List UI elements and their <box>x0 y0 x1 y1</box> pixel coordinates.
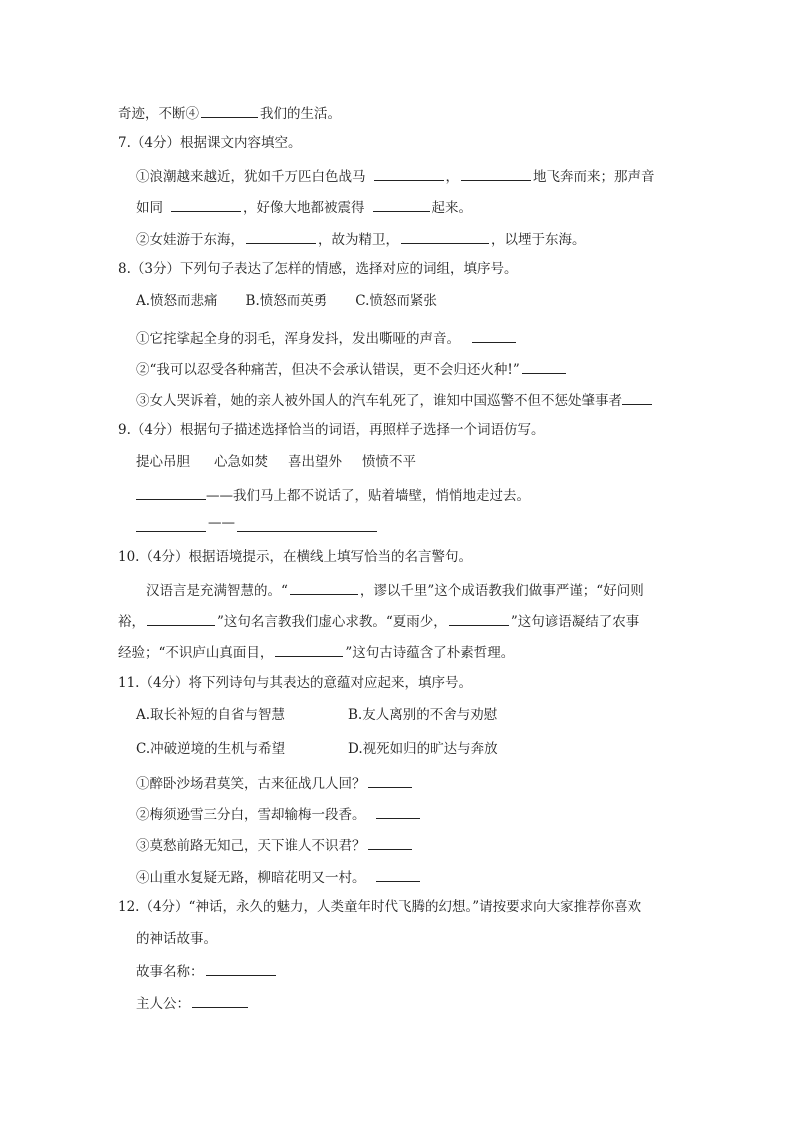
q9-example <box>136 484 530 504</box>
answer-blank[interactable] <box>147 610 215 626</box>
q7-line-1 <box>136 165 655 185</box>
answer-blank[interactable] <box>368 772 412 788</box>
answer-blank[interactable] <box>136 484 206 500</box>
q10-line-1 <box>146 579 644 599</box>
hero-blank[interactable] <box>192 992 248 1008</box>
label: 故事名称： <box>136 964 204 980</box>
text: ，以堙于东海。 <box>491 232 586 248</box>
q8-item-2 <box>136 358 568 378</box>
option-b: B.愤怒而英勇 <box>245 293 328 309</box>
q8-item-3 <box>136 389 652 409</box>
q11-title: 11.（4分）将下列诗句与其表达的意蕴对应起来，填序号。 <box>118 675 473 691</box>
text: ①醉卧沙场君莫笑，古来征战几人回？ <box>136 776 366 792</box>
text: ③莫愁前路无知己，天下谁人不识君？ <box>136 838 366 854</box>
word: 喜出望外 <box>288 454 342 470</box>
story-name-blank[interactable] <box>206 960 276 976</box>
q8-options <box>136 291 437 311</box>
q11-item-2 <box>136 803 422 823</box>
label: 主人公： <box>136 996 190 1012</box>
text: ③女人哭诉着，她的亲人被外国人的汽车轧死了，谁知中国巡警不但不惩处肇事者 <box>136 393 622 409</box>
text: ， <box>445 169 459 185</box>
text: ②梅须逊雪三分白，雪却输梅一段香。 <box>136 807 366 823</box>
option-a: A.愤怒而悲痛 <box>136 293 218 309</box>
text: ”这句古诗蕴含了朴素哲理。 <box>345 645 515 661</box>
word: 心急如焚 <box>214 454 268 470</box>
text: 奇迹，不断④ <box>118 106 199 122</box>
q8-item-1 <box>136 327 518 347</box>
text: 如同 <box>136 200 163 216</box>
q11-options-row1 <box>136 705 497 725</box>
answer-blank[interactable] <box>374 165 444 181</box>
text: 经验；“不识庐山真面目， <box>118 645 274 661</box>
q8-title: 8.（3分）下列句子表达了怎样的情感，选择对应的词组，填序号。 <box>118 261 518 277</box>
text: 起来。 <box>431 200 472 216</box>
word: 愤愤不平 <box>362 454 416 470</box>
text: 汉语言是充满智慧的。“ <box>146 583 288 599</box>
text: ——我们马上都不说话了，贴着墙壁，悄悄地走过去。 <box>206 488 530 504</box>
q11-item-3 <box>136 834 414 854</box>
q9-words <box>136 452 416 472</box>
q11-item-1 <box>136 772 414 792</box>
text: 我们的生活。 <box>260 106 341 122</box>
answer-blank[interactable] <box>136 516 206 532</box>
answer-blank[interactable] <box>522 358 566 374</box>
q9-title: 9.（4分）根据句子描述选择恰当的词语，再照样子选择一个词语仿写。 <box>118 422 545 438</box>
option-b: B.友人离别的不舍与劝慰 <box>348 707 498 723</box>
text: ，好像大地都被震得 <box>243 200 365 216</box>
text: ②“我可以忍受各种痛苦，但决不会承认错误，更不会归还火种!” <box>136 362 520 378</box>
answer-blank[interactable] <box>201 102 258 118</box>
answer-blank[interactable] <box>237 516 377 532</box>
answer-blank[interactable] <box>171 196 241 212</box>
text: 地飞奔而来；那声音 <box>533 169 655 185</box>
answer-blank[interactable] <box>275 641 343 657</box>
q12-hero <box>136 992 250 1012</box>
option-d: D.视死如归的旷达与奔放 <box>348 741 498 757</box>
answer-blank[interactable] <box>246 228 316 244</box>
option-c: C.愤怒而紧张 <box>355 293 437 309</box>
text: ②女娃游于东海， <box>136 232 244 248</box>
q12-story-name <box>136 960 278 980</box>
option-c: C.冲破逆境的生机与希望 <box>136 741 286 757</box>
q7-title: 7.（4分）根据课文内容填空。 <box>118 135 302 151</box>
q11-options-row2 <box>136 739 498 759</box>
q10-line-3 <box>118 641 514 661</box>
q11-item-4 <box>136 866 422 886</box>
q12-title-cont: 的神话故事。 <box>136 931 217 947</box>
text: ①浪潮越来越近，犹如千万匹白色战马 <box>136 169 366 185</box>
answer-blank[interactable] <box>373 196 430 212</box>
q10-title: 10.（4分）根据语境提示，在横线上填写恰当的名言警句。 <box>118 549 473 565</box>
text: ①它挓挲起全身的羽毛，浑身发抖，发出嘶哑的声音。 <box>136 331 460 347</box>
text: ”这句谚语凝结了农事 <box>510 614 640 630</box>
text: ，谬以千里”这个成语教我们做事严谨；“好问则 <box>359 583 644 599</box>
answer-blank[interactable] <box>622 389 652 405</box>
answer-blank[interactable] <box>401 228 489 244</box>
q7-line-2 <box>136 196 472 216</box>
word: 提心吊胆 <box>136 454 190 470</box>
text: —— <box>208 515 235 531</box>
answer-blank[interactable] <box>449 610 509 626</box>
q7-line-3 <box>136 228 586 248</box>
q6-tail-line <box>118 102 341 122</box>
q9-imitation <box>136 516 377 536</box>
q10-line-2 <box>118 610 639 630</box>
option-a: A.取长补短的自省与智慧 <box>136 707 286 723</box>
text: ”这句名言教我们虚心求教。“夏雨少， <box>217 614 447 630</box>
text: 裕， <box>118 614 145 630</box>
text: ，故为精卫， <box>318 232 399 248</box>
answer-blank[interactable] <box>368 834 412 850</box>
text: ④山重水复疑无路，柳暗花明又一村。 <box>136 870 366 886</box>
q12-title: 12.（4分）“神话，永久的魅力，人类童年时代飞腾的幻想。”请按要求向大家推荐你喜欢 <box>118 899 642 915</box>
answer-blank[interactable] <box>290 579 358 595</box>
answer-blank[interactable] <box>461 165 531 181</box>
answer-blank[interactable] <box>376 866 420 882</box>
answer-blank[interactable] <box>376 803 420 819</box>
answer-blank[interactable] <box>472 327 516 343</box>
